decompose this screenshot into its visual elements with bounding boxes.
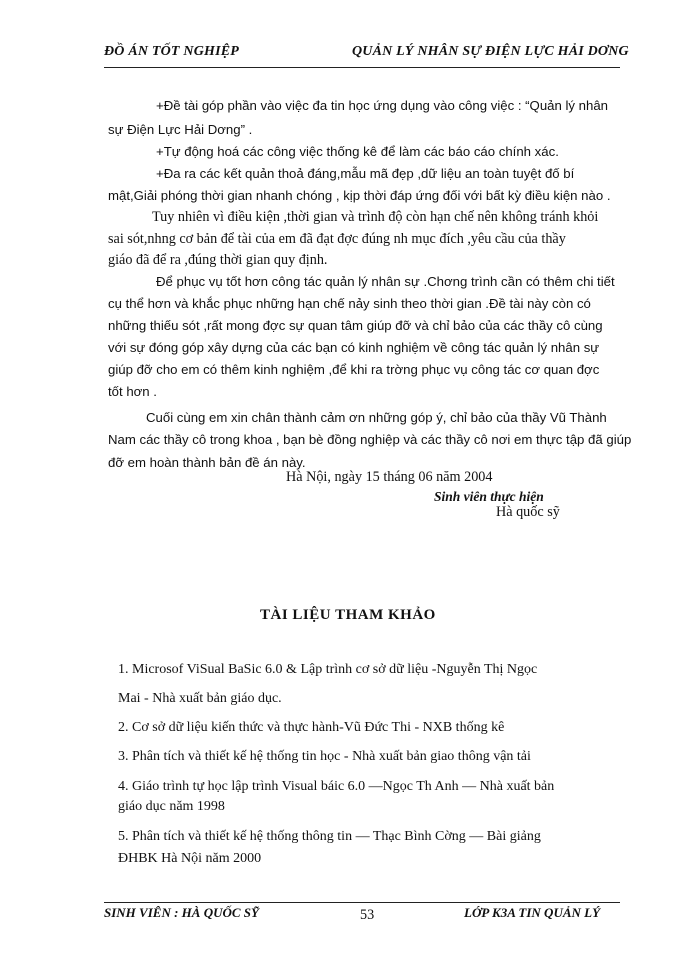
- header-rule: [104, 67, 620, 68]
- reference-1-line-1: 1. Microsof ViSual BaSic 6.0 & Lập trình cơ sở dữ liệu -Nguyễn Thị Ngọc: [118, 662, 538, 677]
- header-left: ĐỒ ÁN TỐT NGHIỆP: [104, 44, 240, 59]
- signature-role: Sinh viên thực hiện: [434, 489, 544, 504]
- footer-rule: [104, 902, 620, 903]
- body-line-7: sai sót,nhng cơ bản để tài của em đã đạt đợc đúng nh mục đích ,yêu cầu của thầy: [108, 231, 566, 247]
- body-line-5: mật,Giải phóng thời gian nhanh chóng , kịp thời đáp ứng đối với bất kỳ điều kiện nào .: [108, 188, 611, 203]
- reference-3: 3. Phân tích và thiết kế hệ thống tin học - Nhà xuất bản giao thông vận tải: [118, 749, 531, 764]
- body-line-13: giúp đỡ cho em có thêm kinh nghiệm ,để khi ra trờng phục vụ công tác cơ quan đợc: [108, 362, 600, 377]
- footer-left: SINH VIÊN : HÀ QUỐC SỸ: [104, 905, 259, 920]
- body-line-1: +Đề tài góp phần vào việc đa tin học ứng dụng vào công việc : “Quản lý nhân: [156, 98, 609, 113]
- body-line-8: giáo đã để ra ,đúng thời gian quy định.: [108, 252, 328, 268]
- body-line-12: với sự đóng góp xây dựng của các bạn có kinh nghiệm về công tác quản lý nhân sự: [108, 340, 600, 355]
- body-line-14: tốt hơn .: [108, 384, 157, 399]
- body-line-17: đỡ em hoàn thành bản đề án này.: [108, 455, 306, 470]
- body-line-16: Nam các thầy cô trong khoa , bạn bè đồng nghiệp và các thầy cô nơi em thực tập đã giúp: [108, 432, 632, 447]
- reference-4-line-1: 4. Giáo trình tự học lập trình Visual báic 6.0 —Ngọc Th Anh — Nhà xuất bản: [118, 779, 555, 794]
- reference-2: 2. Cơ sở dữ liệu kiến thức và thực hành-Vũ Đức Thi - NXB thống kê: [118, 720, 505, 735]
- footer-right: LỚP K3A TIN QUẢN LÝ: [464, 905, 601, 920]
- body-line-15: Cuối cùng em xin chân thành cảm ơn những góp ý, chỉ bảo của thầy Vũ Thành: [146, 410, 607, 425]
- reference-1-line-2: Mai - Nhà xuất bản giáo dục.: [118, 691, 282, 706]
- header-right: QUẢN LÝ NHÂN SỰ ĐIỆN LỰC HẢI DƠNG: [352, 44, 629, 59]
- body-line-2: sự Điện Lực Hải Dơng” .: [108, 122, 253, 137]
- body-line-4: +Đa ra các kết quản thoả đáng,mẫu mã đẹp ,dữ liệu an toàn tuyệt đố bí: [156, 166, 575, 181]
- signature-place-date: Hà Nội, ngày 15 tháng 06 năm 2004: [286, 469, 493, 485]
- body-line-3: +Tự động hoá các công việc thống kê để làm các báo cáo chính xác.: [156, 144, 559, 159]
- body-line-11: những thiếu sót ,rất mong đợc sự quan tâm giúp đỡ và chỉ bảo của các thầy cô cùng: [108, 318, 603, 333]
- body-line-10: cụ thể hơn và khắc phục những hạn chế nảy sinh theo thời gian .Đề tài này còn có: [108, 296, 591, 311]
- body-line-6: Tuy nhiên vì điều kiện ,thời gian và trình độ còn hạn chế nên không tránh khỏi: [152, 209, 599, 225]
- reference-4-line-2: giáo dục năm 1998: [118, 799, 225, 814]
- signature-name: Hà quốc sỹ: [496, 504, 560, 520]
- page-number: 53: [360, 907, 375, 923]
- body-line-9: Để phục vụ tốt hơn công tác quản lý nhân sự .Chơng trình cần có thêm chi tiết: [156, 274, 615, 289]
- references-title: TÀI LIỆU THAM KHẢO: [260, 607, 436, 623]
- reference-5-line-1: 5. Phân tích và thiết kế hệ thống thông tin — Thạc Bình Cờng — Bài giảng: [118, 829, 541, 844]
- reference-5-line-2: ĐHBK Hà Nội năm 2000: [118, 851, 262, 866]
